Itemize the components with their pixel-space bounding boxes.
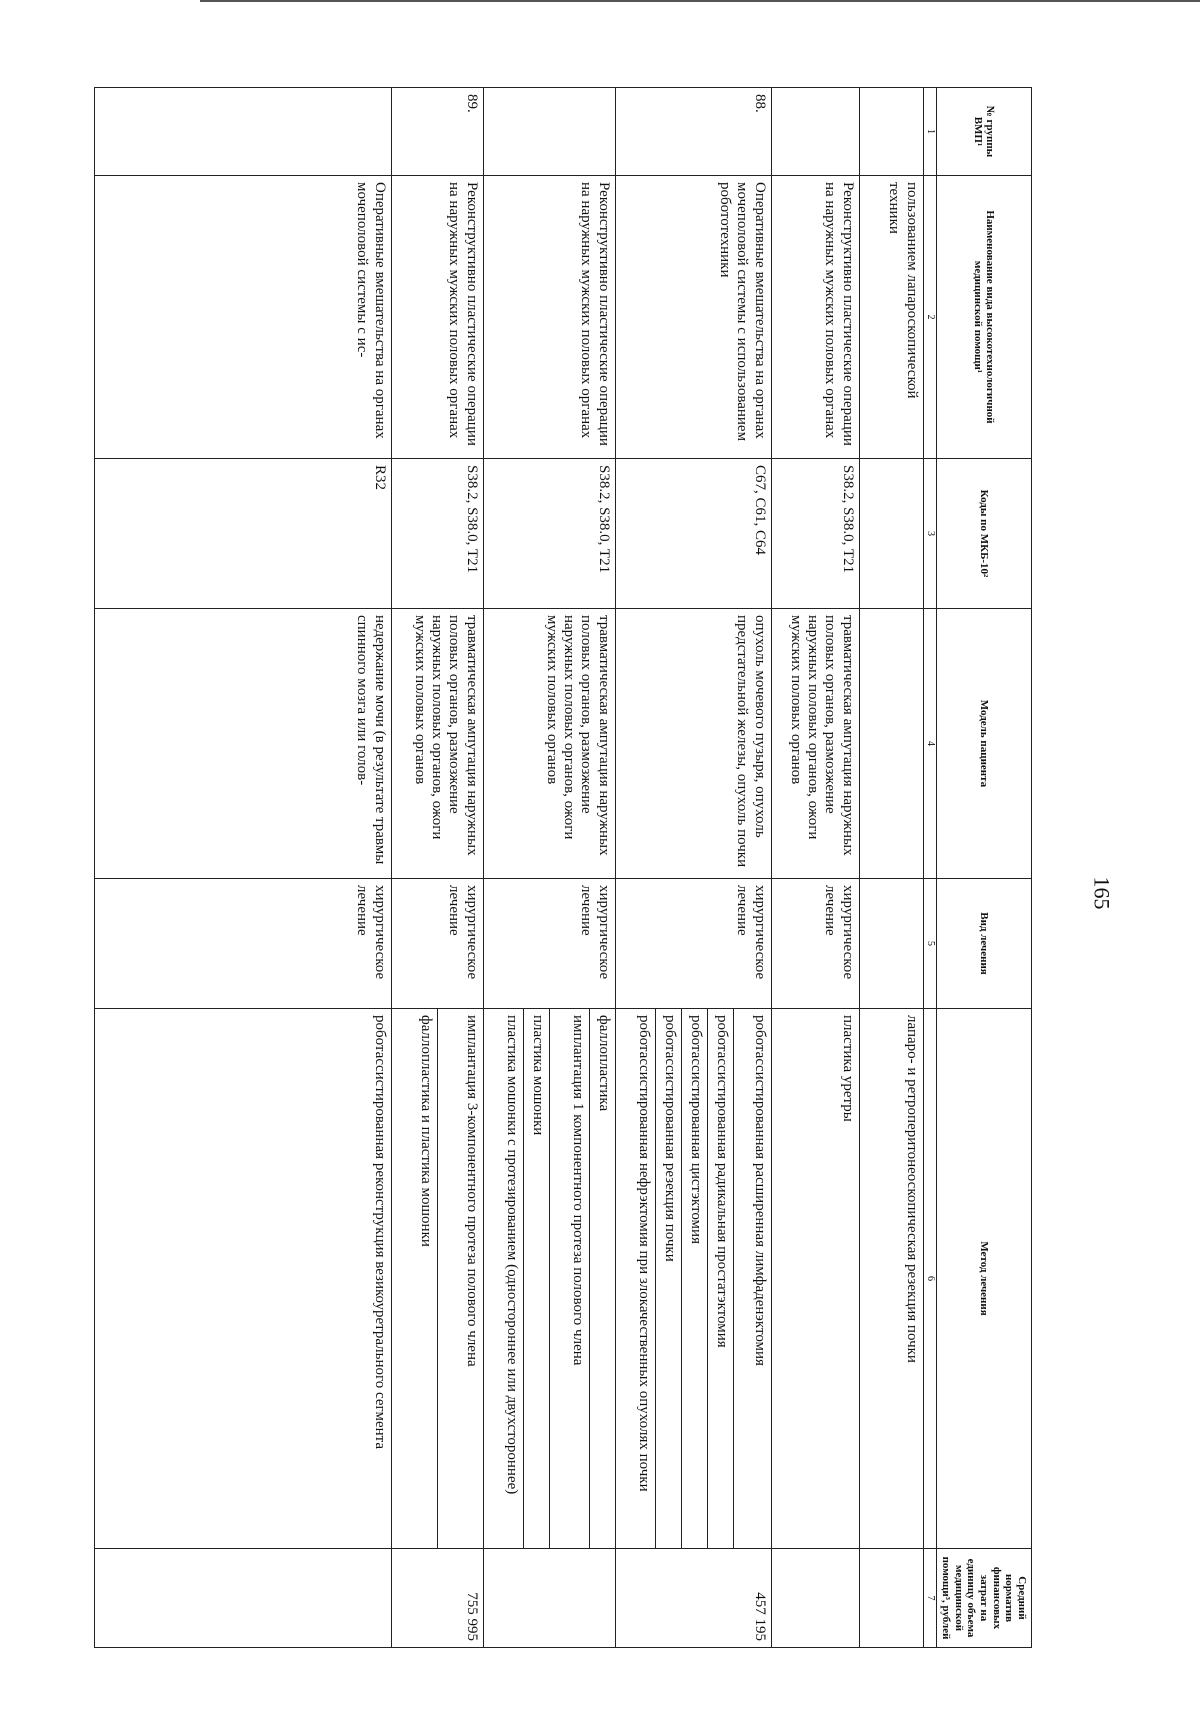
cell-group: [483, 88, 615, 176]
table-row: [771, 88, 859, 1648]
vmp-table: [94, 87, 1032, 1648]
cell-treatment: хирургическое лечение: [391, 879, 483, 1009]
cell-treatment: хирургическое лечение: [615, 879, 771, 1009]
cell-group: [771, 88, 859, 176]
cell-model: опухоль мочевого пузыря, опухоль предстательной железы, опухоль почки: [615, 609, 771, 879]
header-patient-model: Модель пациента: [936, 609, 1031, 879]
cell-treatment: [859, 879, 923, 1009]
cell-price: [95, 1549, 392, 1648]
cell-method: роботассистированная цистэктомия: [681, 1009, 707, 1549]
top-rule: [200, 0, 1200, 2]
cell-model: травматическая ампутация наружных половых органов, размозжение наружных половых органов, ожоги мужских половых органов: [771, 609, 859, 879]
column-number: 6: [923, 1009, 936, 1549]
header-treatment-method: Метод лечения: [936, 1009, 1031, 1549]
cell-vmp-name: Оперативные вмешательства на органах мочеполовой системы с использованием робототехники: [615, 176, 771, 459]
column-number: 4: [923, 609, 936, 879]
header-cost-standard: Средний норматив финансовых затрат на единицу объема медицинской помощи³, рублей: [936, 1549, 1031, 1648]
cell-method: пластика уретры: [771, 1009, 859, 1549]
cell-method: роботассистированная расширенная лимфаденэктомия: [733, 1009, 771, 1549]
cell-codes: S38.2, S38.0, T21: [391, 459, 483, 609]
cell-method: пластика мошонки с протезированием (одностороннее или двухстороннее): [483, 1009, 523, 1549]
cell-vmp-name: Оперативные вмешательства на органах мочеполовой системы с ис-: [95, 176, 392, 459]
cell-method: имплантация 1 компонентного протеза полового члена: [549, 1009, 589, 1549]
cell-method: роботассистированная нефрэктомия при злокачественных опухолях почки: [615, 1009, 655, 1549]
cell-method: пластика мошонки: [523, 1009, 549, 1549]
cell-price: [483, 1549, 615, 1648]
cell-model: травматическая ампутация наружных половых органов, размозжение наружных половых органов, ожоги мужских половых органов: [391, 609, 483, 879]
cell-codes: R32: [95, 459, 392, 609]
header-icd-codes: Коды по МКБ-10²: [936, 459, 1031, 609]
landscape-sheet: [94, 87, 1032, 1647]
cell-codes: S38.2, S38.0, T21: [483, 459, 615, 609]
cell-method: фаллопластика: [589, 1009, 615, 1549]
cell-model: недержание мочи (в результате травмы спинного мозга или голов-: [95, 609, 392, 879]
cell-model: травматическая ампутация наружных половых органов, размозжение наружных половых органов, ожоги мужских половых органов: [483, 609, 615, 879]
cell-price: 755 995: [391, 1549, 483, 1648]
cell-codes: [859, 459, 923, 609]
cell-group: 89.: [391, 88, 483, 176]
cell-codes: C67, C61, C64: [615, 459, 771, 609]
table-row: [859, 88, 923, 1648]
cell-method: роботассистированная радикальная простатэктомия: [707, 1009, 733, 1549]
cell-group: [859, 88, 923, 176]
cell-vmp-name: Реконструктивно пластические операции на наружных мужских половых органах: [771, 176, 859, 459]
cell-vmp-name: Реконструктивно пластические операции на наружных мужских половых органах: [483, 176, 615, 459]
table-row: [733, 88, 771, 1648]
column-number: 1: [923, 88, 936, 176]
cell-model: [859, 609, 923, 879]
cell-treatment: хирургическое лечение: [483, 879, 615, 1009]
cell-method: фаллопластика и пластика мошонки: [391, 1009, 437, 1549]
header-group-number: № группы ВМП¹: [936, 88, 1031, 176]
cell-method: лапаро- и ретроперитонеоскопическая резекция почки: [859, 1009, 923, 1549]
cell-group: 88.: [615, 88, 771, 176]
table-row: [589, 88, 615, 1648]
header-treatment-type: Вид лечения: [936, 879, 1031, 1009]
column-number: 7: [923, 1549, 936, 1648]
cell-vmp-name: пользованием лапароскопической техники: [859, 176, 923, 459]
cell-price: [859, 1549, 923, 1648]
cell-method: имплантация 3-компонентного протеза полового члена: [437, 1009, 483, 1549]
cell-price: 457 195: [615, 1549, 771, 1648]
cell-price: [771, 1549, 859, 1648]
cell-group: [95, 88, 392, 176]
column-number: 5: [923, 879, 936, 1009]
header-row: [936, 88, 1031, 1648]
column-number: 2: [923, 176, 936, 459]
cell-vmp-name: Реконструктивно пластические операции на наружных мужских половых органах: [391, 176, 483, 459]
column-number: 3: [923, 459, 936, 609]
header-vmp-name: Наименование вида высокотехнологичной медицинской помощи¹: [936, 176, 1031, 459]
cell-method: роботассистированная реконструкция везикоуретрального сегмента: [95, 1009, 392, 1549]
cell-method: роботассистированная резекция почки: [655, 1009, 681, 1549]
page-number: 165: [1089, 876, 1115, 910]
cell-treatment: хирургическое лечение: [771, 879, 859, 1009]
cell-codes: S38.2, S38.0, T21: [771, 459, 859, 609]
column-numbers-row: [923, 88, 936, 1648]
table-row: [437, 88, 483, 1648]
cell-treatment: хирургическое лечение: [95, 879, 392, 1009]
table-row: [95, 88, 392, 1648]
